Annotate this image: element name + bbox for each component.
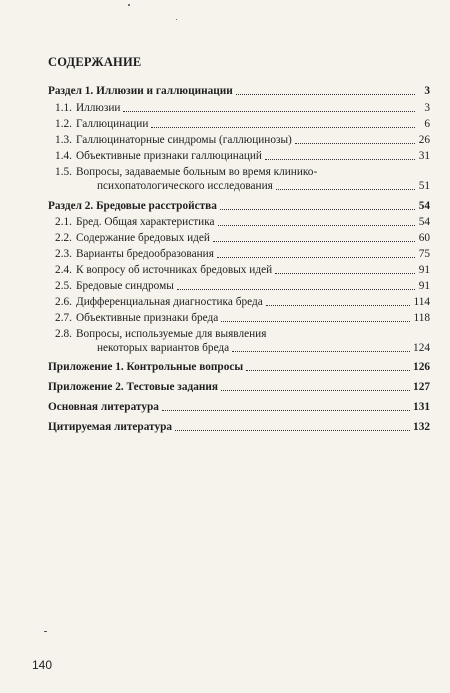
toc-item-2-5[interactable] (48, 279, 430, 293)
toc-item-number: 2.3. (55, 248, 72, 260)
toc-item-number: 2.1. (55, 216, 72, 228)
toc-page-number: 131 (413, 401, 430, 413)
toc-page-number: 114 (413, 296, 430, 308)
toc-page-number: 75 (418, 248, 430, 260)
dot-leader (232, 351, 410, 352)
toc-item-number: 1.1. (55, 102, 72, 114)
toc-item-number: 2.4. (55, 264, 72, 276)
toc-section-label: Приложение 2. Тестовые задания (48, 381, 218, 393)
ink-speck (44, 631, 47, 632)
dot-leader (177, 289, 415, 290)
toc-item-label-continued: психопатологического исследования (97, 180, 273, 192)
toc-page-number: 51 (418, 180, 430, 192)
toc-appendix-1[interactable] (48, 360, 430, 374)
toc-page-number: 6 (424, 118, 430, 130)
toc-item-1-5-continued[interactable] (97, 179, 430, 193)
page-number: 140 (32, 658, 53, 672)
dot-leader (151, 127, 415, 128)
dot-leader (220, 209, 415, 210)
toc-item-2-2[interactable] (48, 231, 430, 245)
dot-leader (221, 321, 410, 322)
toc-page-number: 118 (413, 312, 430, 324)
dot-leader (266, 305, 411, 306)
toc-page-number: 3 (424, 85, 430, 97)
toc-page-number: 127 (413, 381, 430, 393)
toc-item-label: Объективные признаки галлюцинаций (76, 150, 262, 162)
toc-cited-literature[interactable] (48, 420, 430, 434)
toc-page-number: 91 (418, 280, 430, 292)
toc-item-1-5[interactable] (48, 165, 430, 179)
dot-leader (295, 143, 415, 144)
dot-leader (275, 273, 415, 274)
toc-item-number: 2.2. (55, 232, 72, 244)
toc-item-number: 1.4. (55, 150, 72, 162)
toc-page-number: 31 (418, 150, 430, 162)
toc-item-number: 2.8. (55, 328, 72, 340)
dot-leader (246, 370, 410, 371)
toc-item-label: Вопросы, используемые для выявления (76, 328, 267, 340)
toc-item-label: Галлюцинации (76, 118, 149, 130)
toc-item-1-3[interactable] (48, 133, 430, 147)
toc-item-label: Бред. Общая характеристика (76, 216, 215, 228)
toc-item-2-3[interactable] (48, 247, 430, 261)
toc-item-label: Содержание бредовых идей (76, 232, 210, 244)
toc-item-number: 1.5. (55, 166, 72, 178)
toc-page-number: 132 (413, 421, 430, 433)
toc-page-number: 3 (424, 102, 430, 114)
dot-leader (213, 241, 415, 242)
toc-main-literature[interactable] (48, 400, 430, 414)
dot-leader (221, 390, 410, 391)
toc-item-label-continued: некоторых вариантов бреда (97, 342, 230, 354)
dot-leader (236, 94, 415, 95)
toc-page-number: 60 (418, 232, 430, 244)
toc-section-1[interactable] (48, 84, 430, 98)
toc-item-number: 2.6. (55, 296, 72, 308)
toc-section-label: Раздел 1. Иллюзии и галлюцинации (48, 85, 233, 97)
dot-leader (162, 410, 410, 411)
toc-item-2-8[interactable] (48, 327, 430, 341)
toc-item-2-1[interactable] (48, 215, 430, 229)
toc-item-2-4[interactable] (48, 263, 430, 277)
toc-page-number: 26 (418, 134, 430, 146)
toc-item-2-8-continued[interactable] (97, 341, 430, 355)
toc-section-label: Цитируемая литература (48, 421, 173, 433)
toc-item-number: 2.7. (55, 312, 72, 324)
toc-item-2-6[interactable] (48, 295, 430, 309)
dot-leader (175, 430, 410, 431)
toc-item-label: Бредовые синдромы (76, 280, 174, 292)
ink-speck (128, 4, 130, 6)
toc-page-number: 54 (418, 216, 430, 228)
toc-item-2-7[interactable] (48, 311, 430, 325)
dot-leader (265, 159, 415, 160)
toc-item-number: 1.2. (55, 118, 72, 130)
dot-leader (276, 189, 415, 190)
toc-item-number: 2.5. (55, 280, 72, 292)
toc-page-number: 91 (418, 264, 430, 276)
toc-page-number: 124 (413, 342, 430, 354)
ink-speck (176, 19, 177, 20)
toc-item-1-4[interactable] (48, 149, 430, 163)
toc-item-label: Варианты бредообразования (76, 248, 214, 260)
toc-item-label: Дифференциальная диагностика бреда (76, 296, 263, 308)
toc-item-1-2[interactable] (48, 117, 430, 131)
toc-section-label: Раздел 2. Бредовые расстройства (48, 200, 217, 212)
toc-section-2[interactable] (48, 199, 430, 213)
dot-leader (217, 257, 415, 258)
toc-item-label: Вопросы, задаваемые больным во время клинико- (76, 166, 318, 178)
toc-item-1-1[interactable] (48, 101, 430, 115)
toc-title: СОДЕРЖАНИЕ (48, 55, 142, 69)
toc-section-label: Приложение 1. Контрольные вопросы (48, 361, 244, 373)
toc-item-label: К вопросу об источниках бредовых идей (76, 264, 273, 276)
toc-page-number: 54 (418, 200, 430, 212)
toc-appendix-2[interactable] (48, 380, 430, 394)
dot-leader (218, 225, 415, 226)
toc-item-label: Объективные признаки бреда (76, 312, 219, 324)
toc-page-number: 126 (413, 361, 430, 373)
toc-item-number: 1.3. (55, 134, 72, 146)
toc-item-label: Галлюцинаторные синдромы (галлюцинозы) (76, 134, 292, 146)
dot-leader (123, 111, 415, 112)
toc-section-label: Основная литература (48, 401, 159, 413)
toc-item-label: Иллюзии (76, 102, 121, 114)
